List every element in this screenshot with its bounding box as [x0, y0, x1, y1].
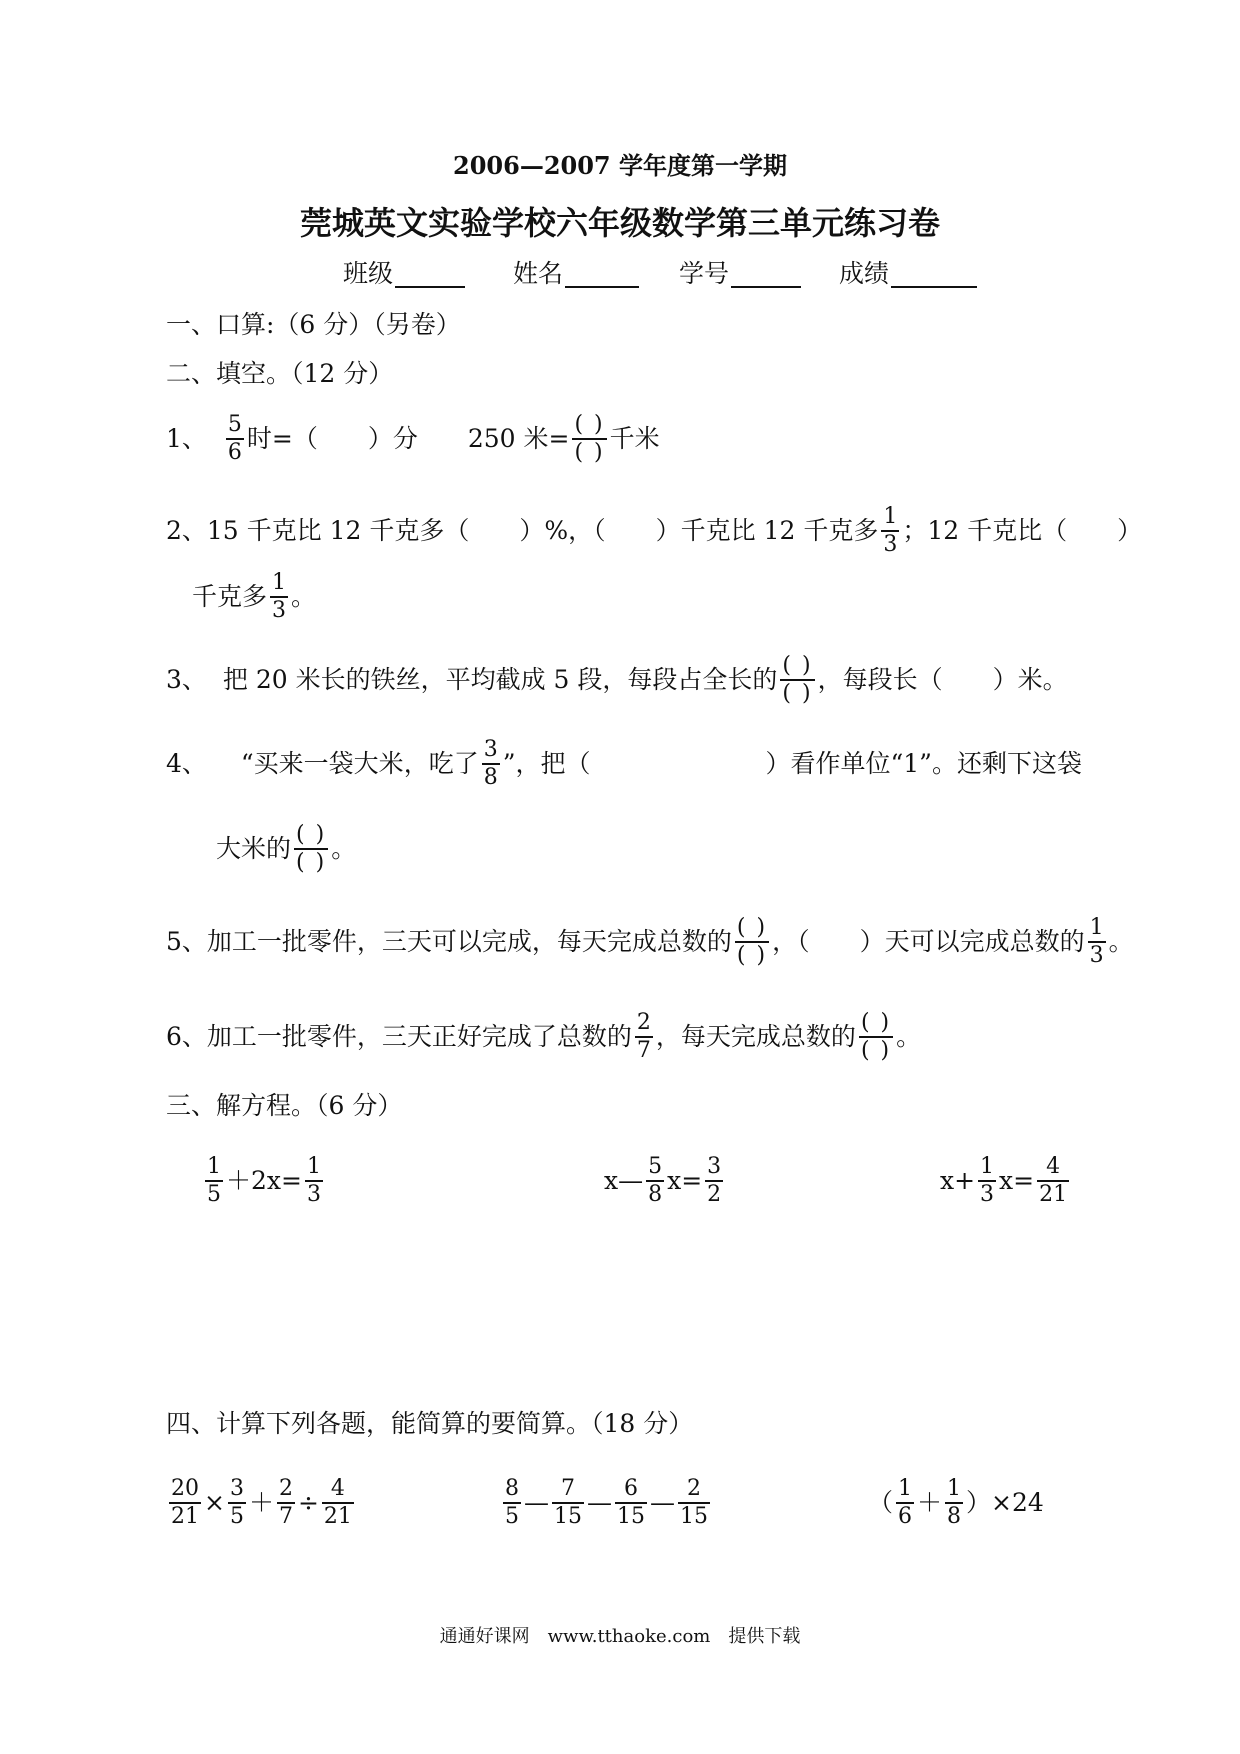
- left-paren: （: [868, 1488, 894, 1517]
- student-info-row: [343, 258, 977, 290]
- q1-part-b: 250 米=: [467, 424, 570, 453]
- section-2-heading: 二、填空。（12 分）: [166, 359, 394, 388]
- fraction: $\frac{5}{8}$: [648, 1154, 663, 1207]
- fraction: $\frac{1}{6}$: [898, 1476, 913, 1529]
- score-blank: [891, 260, 977, 288]
- answer-fraction-blank: $\frac{( )}{( )}$: [574, 412, 605, 465]
- q2-part-b: ；12 千克比（ ）: [902, 516, 1143, 545]
- q2-part-a: 2、15 千克比 12 千克多（ ）%，（ ）千克比 12 千克多: [166, 516, 879, 545]
- q6-part-c: 。: [896, 1022, 922, 1051]
- fraction: $\frac{4}{21}$: [1039, 1154, 1068, 1207]
- calculation-2: [500, 1476, 713, 1530]
- section-3-heading: 三、解方程。（6 分）: [166, 1091, 403, 1120]
- question-4-cont: [216, 822, 356, 876]
- fraction: $\frac{20}{21}$: [171, 1476, 199, 1529]
- operator: ＋: [917, 1488, 943, 1517]
- fraction: $\frac{2}{7}$: [636, 1010, 651, 1063]
- fraction: $\frac{3}{8}$: [483, 737, 498, 790]
- answer-fraction-blank: $\frac{( )}{( )}$: [296, 822, 327, 875]
- question-3: [166, 653, 1068, 707]
- q5-part-c: 。: [1108, 927, 1134, 956]
- operator: —: [524, 1488, 549, 1517]
- class-label: 班级: [343, 259, 394, 288]
- fraction: $\frac{1}{5}$: [207, 1154, 221, 1207]
- fraction: $\frac{4}{21}$: [323, 1476, 352, 1529]
- answer-fraction-blank: $\frac{( )}{( )}$: [782, 653, 813, 706]
- class-blank: [395, 260, 465, 288]
- operator: ×: [204, 1488, 225, 1517]
- footer-source: 通通好课网 www.tthaoke.com 提供下载: [439, 1626, 801, 1647]
- fraction: $\frac{5}{6}$: [227, 412, 242, 465]
- fraction: $\frac{1}{3}$: [883, 504, 898, 557]
- term-heading: 2006—2007 学年度第一学期: [453, 151, 787, 180]
- fraction: $\frac{6}{15}$: [617, 1476, 645, 1529]
- fraction: $\frac{1}{8}$: [947, 1476, 962, 1529]
- q4-part-b: ”，把（ ）看作单位“1”。还剩下这袋: [502, 749, 1082, 778]
- equation-2-mid: x=: [667, 1166, 703, 1195]
- equation-1-mid: ＋2x=: [226, 1166, 302, 1195]
- answer-fraction-blank: $\frac{( )}{( )}$: [736, 915, 768, 968]
- q6-part-a: 6、加工一批零件，三天正好完成了总数的: [166, 1022, 632, 1051]
- score-label: 成绩: [839, 259, 890, 288]
- equation-3-mid: x=: [999, 1166, 1035, 1195]
- q1-part-a: 时=（ ）分: [246, 424, 418, 453]
- q3-part-b: ，每段长（ ）米。: [817, 665, 1068, 694]
- operator: —: [650, 1488, 675, 1517]
- page-title: 莞城英文实验学校六年级数学第三单元练习卷: [299, 204, 940, 242]
- question-2: [166, 504, 1142, 558]
- question-4: [166, 737, 1082, 791]
- calculation-1: [166, 1476, 357, 1530]
- question-2-cont: [192, 570, 316, 624]
- q4-part-a: “买来一袋大米，吃了: [240, 749, 479, 778]
- fraction: $\frac{1}{3}$: [272, 570, 287, 623]
- q4-number: 4、: [166, 749, 207, 778]
- question-5: [166, 915, 1134, 969]
- equation-2-pre: x—: [604, 1166, 644, 1195]
- q1-part-c: 千米: [609, 424, 660, 453]
- section-1-heading: 一、口算:（6 分）（另卷）: [166, 310, 461, 339]
- operator: ＋: [248, 1488, 274, 1517]
- fraction: $\frac{8}{5}$: [505, 1476, 519, 1529]
- question-6: [166, 1010, 921, 1064]
- q1-number: 1、: [166, 424, 207, 453]
- q3-part-a: 把 20 米长的铁丝，平均截成 5 段，每段占全长的: [222, 665, 778, 694]
- equation-3: [940, 1154, 1072, 1208]
- fraction: $\frac{3}{5}$: [229, 1476, 244, 1529]
- equation-1: [202, 1154, 326, 1208]
- fraction: $\frac{2}{7}$: [278, 1476, 293, 1529]
- fraction: $\frac{7}{15}$: [554, 1476, 582, 1529]
- fraction: $\frac{1}{3}$: [980, 1154, 995, 1207]
- question-1: [166, 412, 660, 466]
- equation-2: [604, 1154, 726, 1208]
- right-paren-times: ）×24: [966, 1488, 1044, 1517]
- student-number-label: 学号: [679, 259, 730, 288]
- answer-fraction-blank: $\frac{( )}{( )}$: [860, 1010, 892, 1063]
- name-label: 姓名: [513, 259, 564, 288]
- q5-part-a: 5、加工一批零件，三天可以完成，每天完成总数的: [166, 927, 732, 956]
- operator: —: [587, 1488, 612, 1517]
- name-blank: [565, 260, 639, 288]
- fraction: $\frac{3}{2}$: [707, 1154, 722, 1207]
- section-4-heading: 四、计算下列各题，能简算的要简算。（18 分）: [166, 1409, 694, 1438]
- calculation-3: [868, 1476, 1044, 1530]
- q2-part-d: 。: [291, 582, 317, 611]
- operator: ÷: [297, 1488, 319, 1517]
- q4-part-c: 大米的: [216, 834, 292, 863]
- q4-part-d: 。: [331, 834, 357, 863]
- fraction: $\frac{2}{15}$: [680, 1476, 708, 1529]
- student-number-blank: [731, 260, 801, 288]
- fraction: $\frac{1}{3}$: [306, 1154, 321, 1207]
- q3-number: 3、: [166, 665, 207, 694]
- q2-part-c: 千克多: [192, 582, 268, 611]
- fraction: $\frac{1}{3}$: [1089, 915, 1104, 968]
- q5-part-b: ，（ ）天可以完成总数的: [772, 927, 1085, 956]
- q6-part-b: ，每天完成总数的: [655, 1022, 856, 1051]
- equation-3-pre: x+: [940, 1166, 976, 1195]
